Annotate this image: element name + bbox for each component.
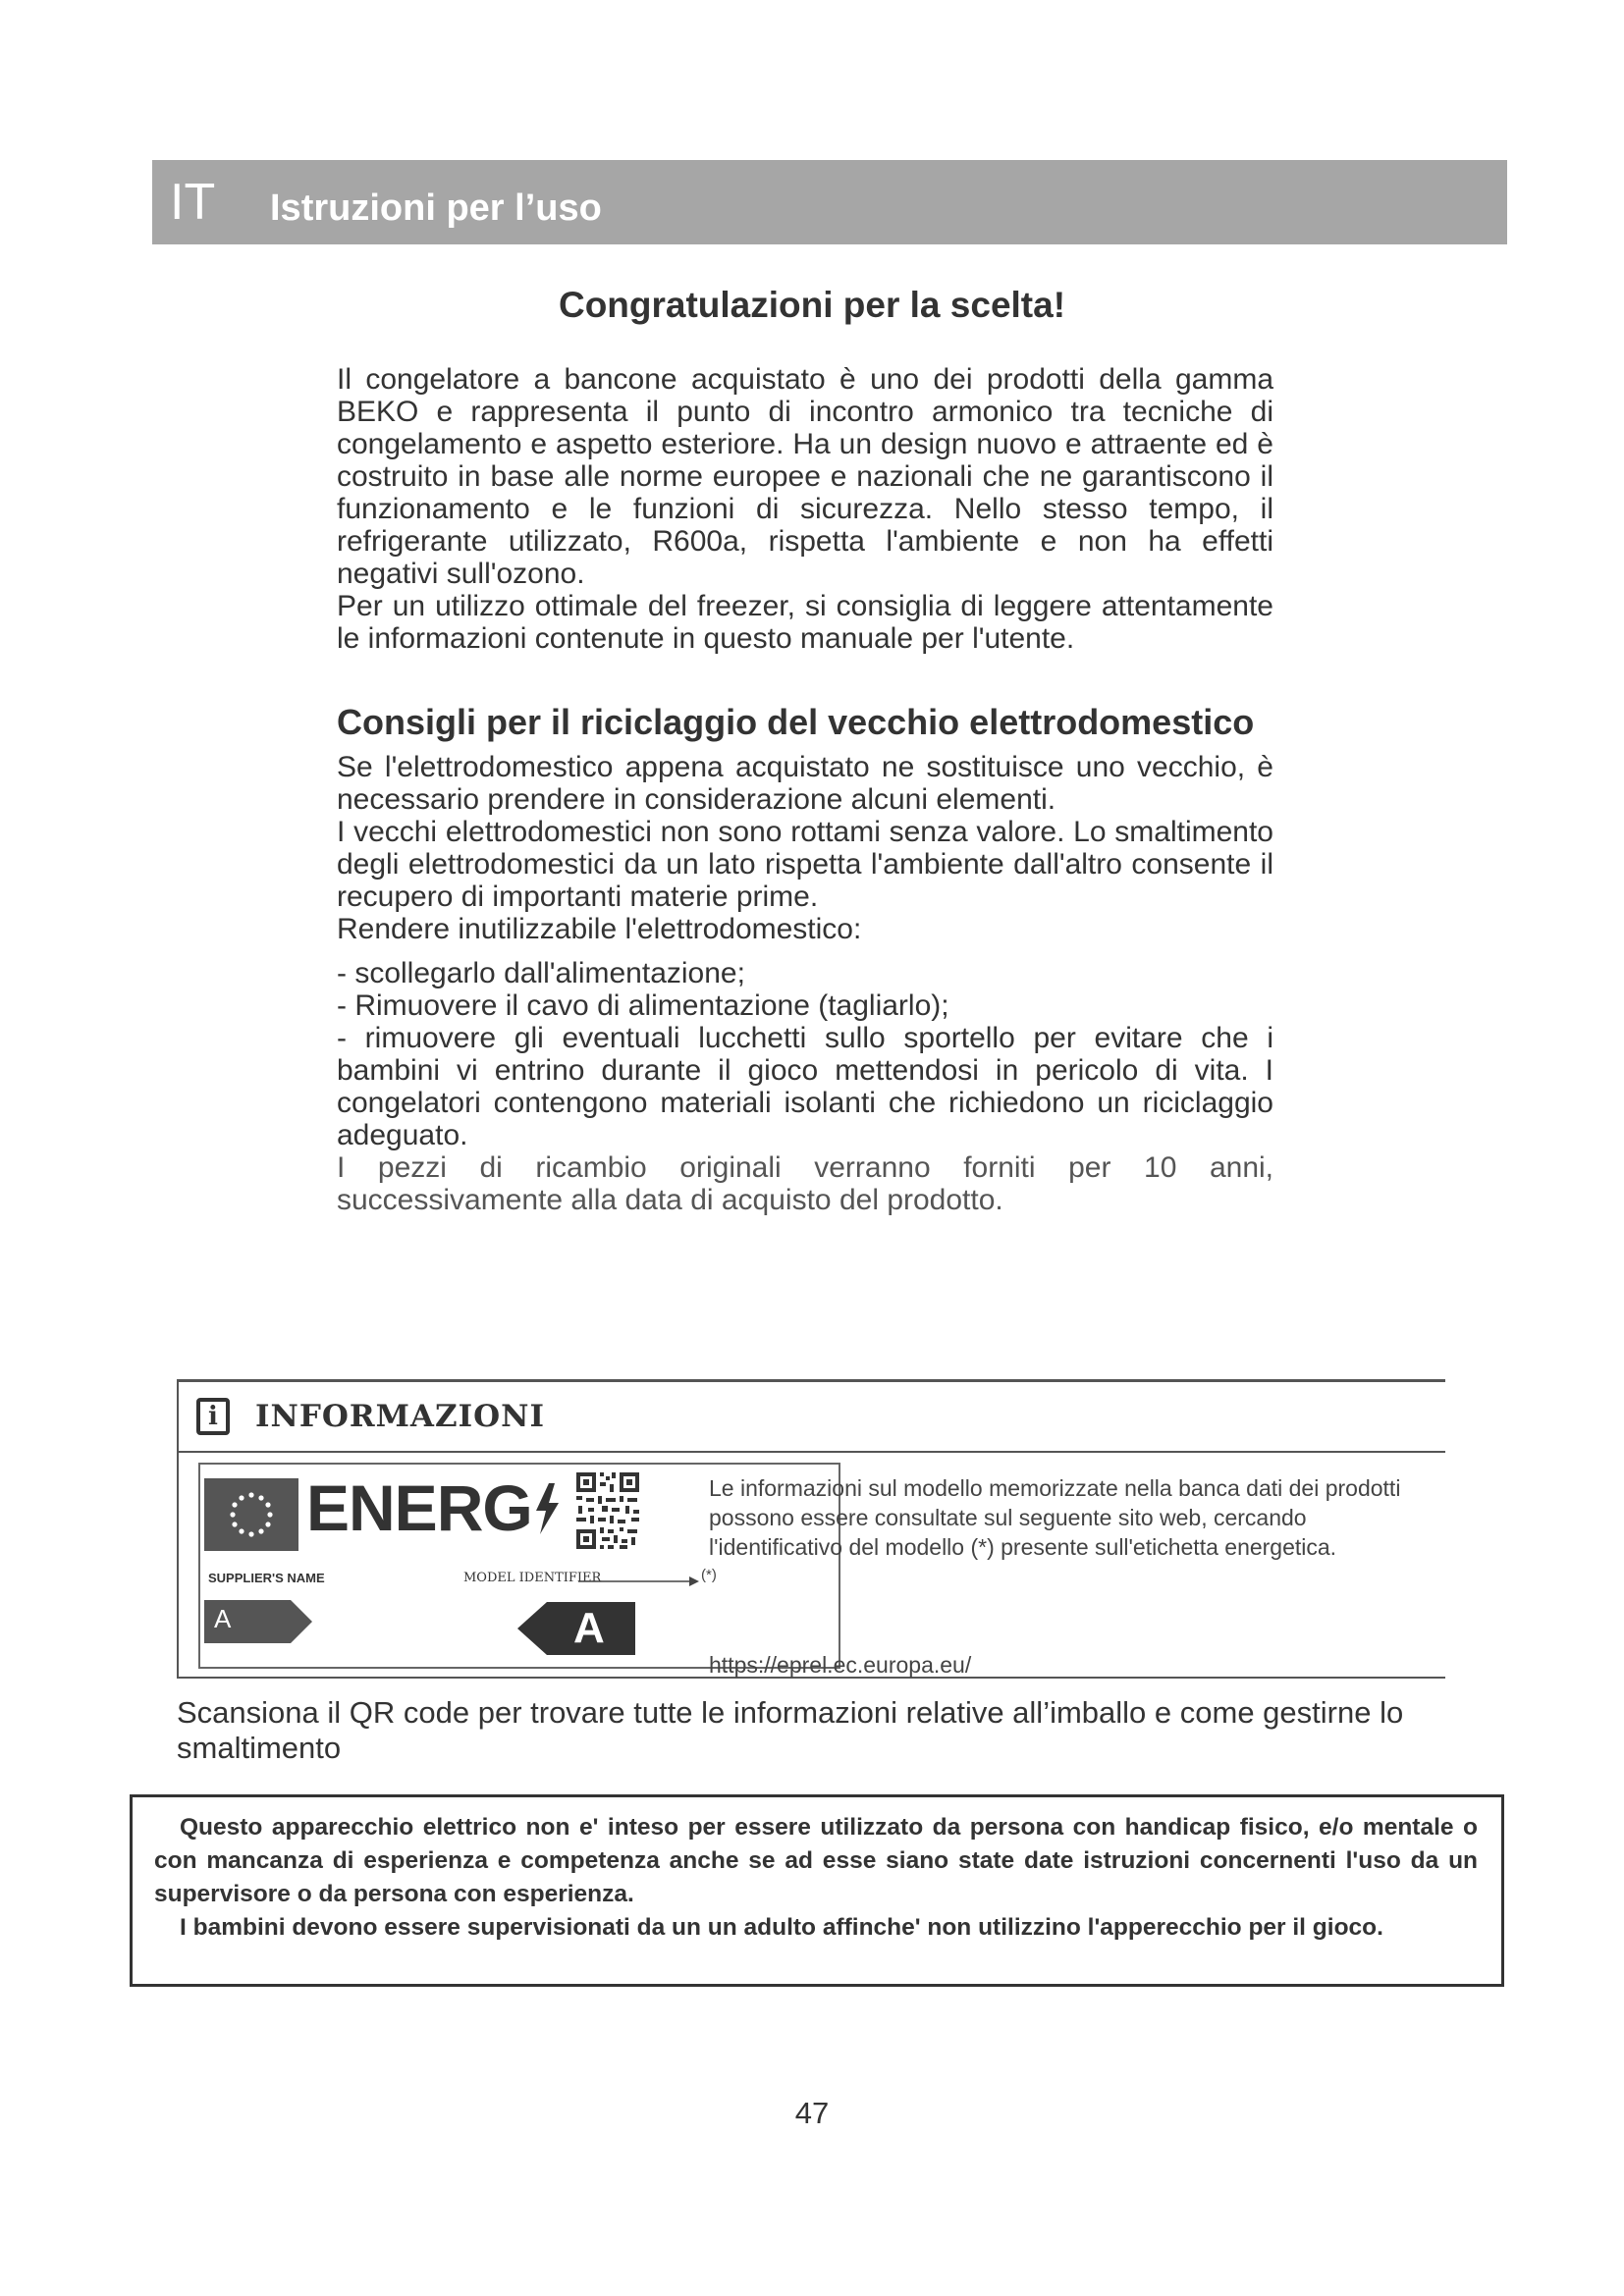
- spare-parts-note: I pezzi di ricambio originali verranno forniti per 10 anni, successivamente alla data di acquisto del prodotto.: [337, 1151, 1273, 1216]
- list-item: - rimuovere gli eventuali lucchetti sullo sportello per evitare che i bambini vi entrino durante il gioco mettendosi in pericolo di vita. I congelatori contengono materiali isolanti che richiedono un riciclaggio adeguato.: [337, 1022, 1273, 1151]
- intro-section: [337, 363, 1273, 655]
- arrow-right-icon: [578, 1575, 701, 1588]
- recycling-paragraph-2: I vecchi elettrodomestici non sono rottami senza valore. Lo smaltimento degli elettrodomestici da un lato rispetta l'ambiente dall'altro consente il recupero di importanti materie prime.: [337, 816, 1273, 913]
- eprel-link[interactable]: https://eprel.ec.europa.eu/: [709, 1652, 972, 1678]
- model-asterisk-mark: (*): [701, 1567, 717, 1583]
- energy-word: ENERG: [306, 1470, 562, 1545]
- info-icon: i: [196, 1398, 230, 1435]
- language-code: IT: [170, 174, 216, 231]
- eu-flag-icon: [204, 1478, 298, 1551]
- page-number: 47: [794, 2096, 830, 2130]
- recycling-steps: [337, 957, 1273, 1151]
- warning-paragraph-2: I bambini devono essere supervisionati da un un adulto affinche' non utilizzino l'apperecchio per il gioco.: [180, 1914, 1383, 1941]
- qr-code-icon: [574, 1470, 641, 1551]
- intro-paragraph-1: Il congelatore a bancone acquistato è uno dei prodotti della gamma BEKO e rappresenta il punto di incontro armonico tra tecniche di congelamento e aspetto esteriore. Ha un design nuovo e attraente ed è costruito in base alle norme europee e nazionali che ne garantiscono il funzionamento e le funzioni di sicurezza. Nello stesso tempo, il refrigerante utilizzato, R600a, rispetta l'ambiente e non ha effetti negativi sull'ozono.: [337, 363, 1273, 590]
- page-title: Istruzioni per l’uso: [270, 187, 602, 229]
- energy-class-scale-letter: A: [214, 1604, 232, 1633]
- list-item: - scollegarlo dall'alimentazione;: [337, 957, 745, 989]
- energy-class-letter: A: [573, 1604, 605, 1652]
- information-text: Le informazioni sul modello memorizzate nella banca dati dei prodotti possono essere consultate sul seguente sito web, cercando l'identificativo del modello (*) presente sull'etichetta energetica.: [709, 1475, 1401, 1560]
- qr-scan-instruction: Scansiona il QR code per trovare tutte le informazioni relative all’imballo e come gestirne lo smaltimento: [177, 1695, 1404, 1765]
- recycling-section: [337, 701, 1273, 1216]
- information-title: INFORMAZIONI: [255, 1399, 545, 1434]
- main-heading: Congratulazioni per la scelta!: [558, 285, 1066, 325]
- supplier-name-label: SUPPLIER'S NAME: [208, 1571, 325, 1585]
- information-header: [179, 1382, 1445, 1453]
- warning-box: [130, 1794, 1504, 1987]
- header-bar: [152, 160, 1507, 244]
- model-identifier-label: MODEL IDENTIFIER: [463, 1571, 602, 1585]
- warning-paragraph-1: Questo apparecchio elettrico non e' inteso per essere utilizzato da persona con handicap fisico, e/o mentale o con mancanza di esperienza e competenza anche se ad esse siano state date istruzioni concernenti l'uso da un supervisore o da persona con esperienza.: [154, 1814, 1478, 1907]
- information-box: [177, 1379, 1445, 1679]
- list-item: - Rimuovere il cavo di alimentazione (tagliarlo);: [337, 989, 949, 1022]
- recycling-paragraph-3: Rendere inutilizzabile l'elettrodomestico:: [337, 913, 862, 945]
- intro-paragraph-2: Per un utilizzo ottimale del freezer, si consiglia di leggere attentamente le informazioni contenute in questo manuale per l'utente.: [337, 590, 1273, 655]
- recycling-paragraph-1: Se l'elettrodomestico appena acquistato ne sostituisce uno vecchio, è necessario prendere in considerazione alcuni elementi.: [337, 751, 1273, 816]
- recycling-heading: Consigli per il riciclaggio del vecchio elettrodomestico: [337, 702, 1255, 742]
